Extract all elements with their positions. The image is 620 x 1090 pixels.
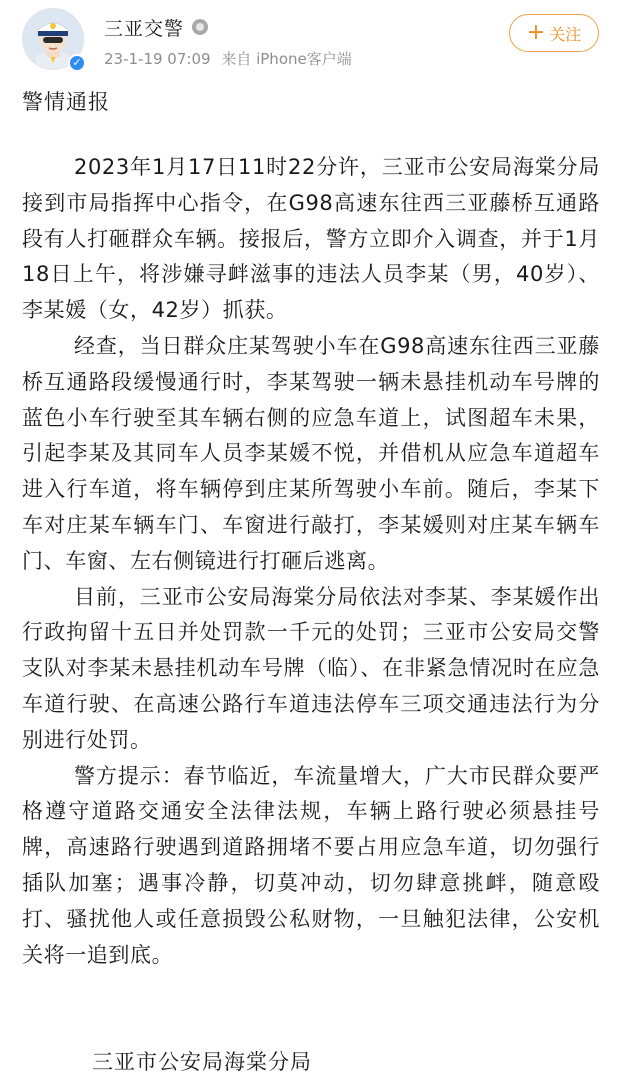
medal-badge-icon[interactable]: [192, 19, 208, 35]
follow-button[interactable]: [509, 14, 599, 52]
signature: 三亚市公安局海棠分局: [92, 1050, 312, 1074]
post-meta: [104, 48, 358, 69]
post-body: [22, 150, 600, 973]
paragraph: 经查，当日群众庄某驾驶小车在G98高速东往西三亚藤桥互通路段缓慢通行时，李某驾驶一辆未悬挂机动车号牌的蓝色小车行驶至其车辆右侧的应急车道上，试图超车未果，引起李某及其同车人员李某媛不悦，并借机从应急车道超车进入行车道，将车辆停到庄某所驾驶小车前。随后，李某下车对庄某车辆车门、车窗进行敲打，李某媛则对庄某车辆车门、车窗、左右侧镜进行打砸后逃离。: [22, 333, 600, 573]
name-row: [104, 12, 208, 42]
verified-check-icon: [68, 54, 86, 72]
post-title: 警情通报: [22, 90, 110, 114]
follow-label: 关注: [549, 24, 582, 44]
paragraph: 警方提示：春节临近，车流量增大，广大市民群众要严格遵守道路交通安全法律法规，车辆上路行驶必须悬挂号牌，高速路行驶遇到道路拥堵不要占用应急车道，切勿强行插队加塞；遇事冷静，切莫冲动，切勿肆意挑衅，随意殴打、骚扰他人或任意损毁公私财物，一旦触犯法律，公安机关将一追到底。: [22, 763, 600, 967]
post-header: [0, 0, 620, 80]
user-name[interactable]: 三亚交警: [104, 17, 185, 40]
paragraph: 2023年1月17日11时22分许，三亚市公安局海棠分局接到市局指挥中心指令，在G98高速东往西三亚藤桥互通路段有人打砸群众车辆。接报后，警方立即介入调查，并于1月18日上午，将涉嫌寻衅滋事的违法人员李某（男，40岁）、李某媛（女，42岁）抓获。: [22, 155, 600, 323]
plus-icon: +: [526, 20, 546, 45]
verify-glyph: ✓: [72, 56, 82, 69]
avatar[interactable]: [22, 8, 84, 70]
post-source: 来自 iPhone客户端: [221, 50, 352, 68]
paragraph: 目前，三亚市公安局海棠分局依法对李某、李某媛作出行政拘留十五日并处罚款一千元的处罚；三亚市公安局交警支队对李某未悬挂机动车号牌（临）、在非紧急情况时在应急车道行驶、在高速公路行车道违法停车三项交通违法行为分别进行处罚。: [22, 584, 600, 752]
post-date: 23-1-19 07:09: [104, 50, 211, 68]
